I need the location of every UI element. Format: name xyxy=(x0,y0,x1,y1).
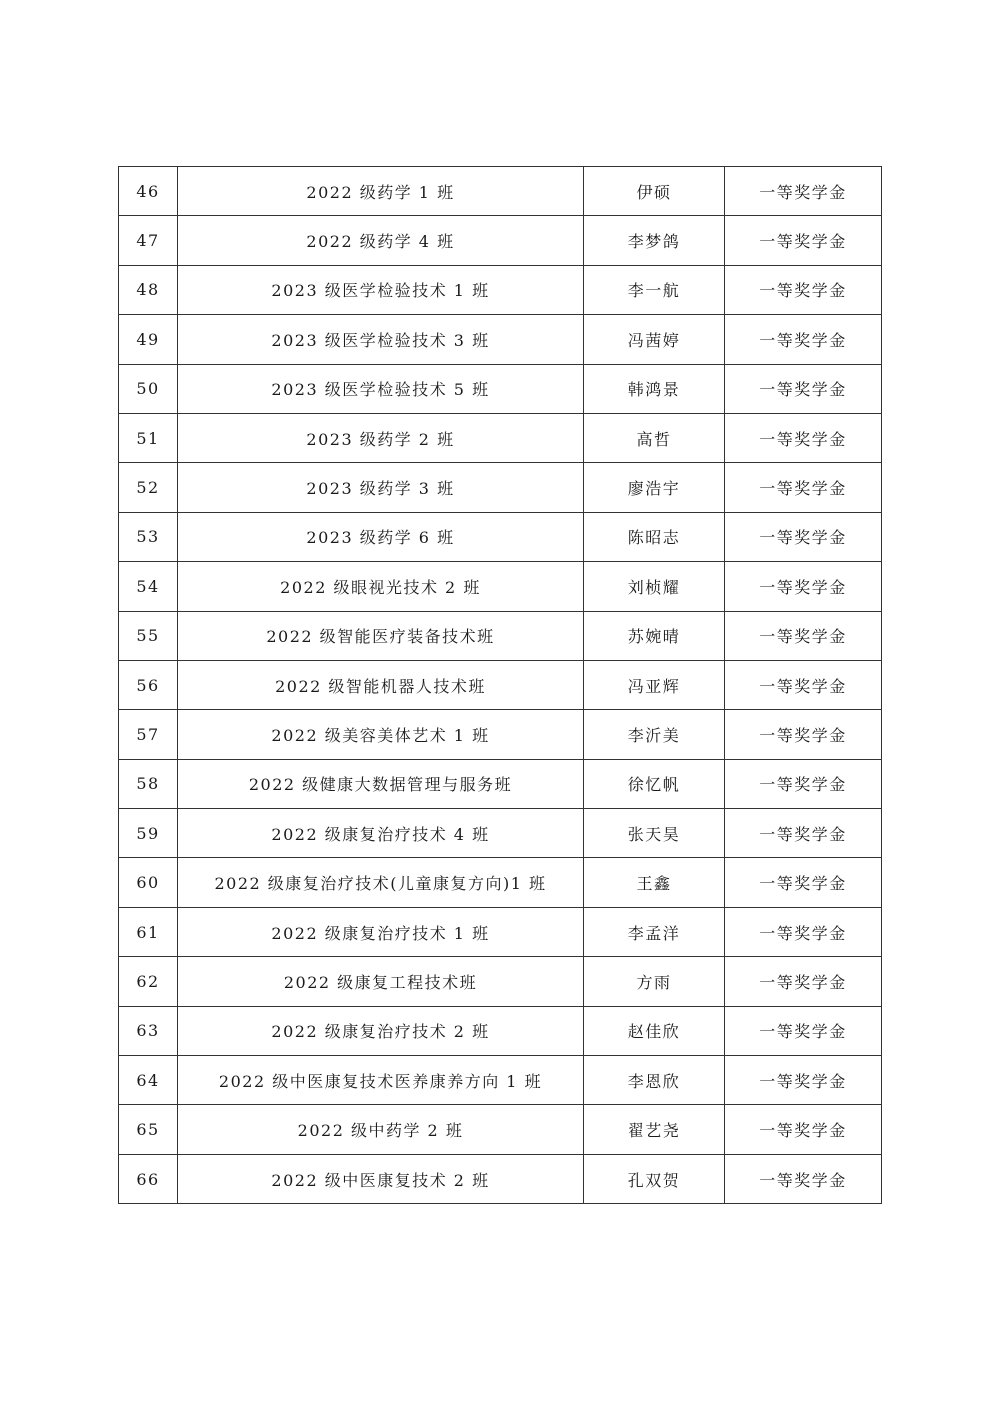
row-number-cell: 58 xyxy=(119,759,178,808)
award-cell: 一等奖学金 xyxy=(725,1105,882,1154)
scholarship-table xyxy=(118,166,882,1204)
award-cell: 一等奖学金 xyxy=(725,957,882,1006)
row-number-cell: 66 xyxy=(119,1154,178,1203)
row-number-cell: 50 xyxy=(119,364,178,413)
row-number-cell: 48 xyxy=(119,265,178,314)
award-cell: 一等奖学金 xyxy=(725,1006,882,1055)
class-cell: 2023 级药学 3 班 xyxy=(178,463,584,512)
row-number-cell: 56 xyxy=(119,660,178,709)
table-row xyxy=(119,1056,882,1105)
row-number-cell: 62 xyxy=(119,957,178,1006)
table-row xyxy=(119,167,882,216)
student-name-cell: 李恩欣 xyxy=(584,1056,725,1105)
student-name-cell: 李一航 xyxy=(584,265,725,314)
award-cell: 一等奖学金 xyxy=(725,710,882,759)
student-name-cell: 张天昊 xyxy=(584,809,725,858)
award-cell: 一等奖学金 xyxy=(725,216,882,265)
row-number-cell: 53 xyxy=(119,512,178,561)
table-row xyxy=(119,512,882,561)
student-name-cell: 廖浩宇 xyxy=(584,463,725,512)
award-cell: 一等奖学金 xyxy=(725,809,882,858)
student-name-cell: 高哲 xyxy=(584,413,725,462)
table-row xyxy=(119,463,882,512)
row-number-cell: 49 xyxy=(119,315,178,364)
class-cell: 2022 级中医康复技术 2 班 xyxy=(178,1154,584,1203)
table-row xyxy=(119,710,882,759)
table-row xyxy=(119,1105,882,1154)
award-cell: 一等奖学金 xyxy=(725,562,882,611)
row-number-cell: 51 xyxy=(119,413,178,462)
class-cell: 2022 级康复治疗技术 1 班 xyxy=(178,907,584,956)
table-row xyxy=(119,759,882,808)
award-cell: 一等奖学金 xyxy=(725,1154,882,1203)
student-name-cell: 刘桢耀 xyxy=(584,562,725,611)
class-cell: 2023 级医学检验技术 1 班 xyxy=(178,265,584,314)
class-cell: 2022 级药学 1 班 xyxy=(178,167,584,216)
award-cell: 一等奖学金 xyxy=(725,907,882,956)
award-cell: 一等奖学金 xyxy=(725,463,882,512)
table-row xyxy=(119,660,882,709)
table-row xyxy=(119,858,882,907)
student-name-cell: 冯亚辉 xyxy=(584,660,725,709)
row-number-cell: 64 xyxy=(119,1056,178,1105)
student-name-cell: 陈昭志 xyxy=(584,512,725,561)
row-number-cell: 52 xyxy=(119,463,178,512)
table-row xyxy=(119,1154,882,1203)
class-cell: 2022 级中医康复技术医养康养方向 1 班 xyxy=(178,1056,584,1105)
table-row xyxy=(119,216,882,265)
class-cell: 2022 级药学 4 班 xyxy=(178,216,584,265)
row-number-cell: 57 xyxy=(119,710,178,759)
award-cell: 一等奖学金 xyxy=(725,364,882,413)
row-number-cell: 61 xyxy=(119,907,178,956)
award-cell: 一等奖学金 xyxy=(725,611,882,660)
table-row xyxy=(119,364,882,413)
award-cell: 一等奖学金 xyxy=(725,315,882,364)
scholarship-list-sheet xyxy=(118,166,881,1204)
row-number-cell: 60 xyxy=(119,858,178,907)
award-cell: 一等奖学金 xyxy=(725,660,882,709)
class-cell: 2023 级药学 6 班 xyxy=(178,512,584,561)
student-name-cell: 李沂美 xyxy=(584,710,725,759)
student-name-cell: 赵佳欣 xyxy=(584,1006,725,1055)
row-number-cell: 59 xyxy=(119,809,178,858)
class-cell: 2022 级康复治疗技术 4 班 xyxy=(178,809,584,858)
student-name-cell: 李孟洋 xyxy=(584,907,725,956)
row-number-cell: 55 xyxy=(119,611,178,660)
table-row xyxy=(119,809,882,858)
table-row xyxy=(119,611,882,660)
table-row xyxy=(119,907,882,956)
row-number-cell: 63 xyxy=(119,1006,178,1055)
table-row xyxy=(119,315,882,364)
class-cell: 2023 级医学检验技术 3 班 xyxy=(178,315,584,364)
award-cell: 一等奖学金 xyxy=(725,167,882,216)
class-cell: 2022 级康复治疗技术(儿童康复方向)1 班 xyxy=(178,858,584,907)
class-cell: 2022 级康复工程技术班 xyxy=(178,957,584,1006)
award-cell: 一等奖学金 xyxy=(725,858,882,907)
table-row xyxy=(119,957,882,1006)
student-name-cell: 王鑫 xyxy=(584,858,725,907)
student-name-cell: 徐忆帆 xyxy=(584,759,725,808)
student-name-cell: 苏婉晴 xyxy=(584,611,725,660)
table-row xyxy=(119,1006,882,1055)
award-cell: 一等奖学金 xyxy=(725,512,882,561)
row-number-cell: 46 xyxy=(119,167,178,216)
student-name-cell: 翟艺尧 xyxy=(584,1105,725,1154)
class-cell: 2022 级智能机器人技术班 xyxy=(178,660,584,709)
award-cell: 一等奖学金 xyxy=(725,1056,882,1105)
row-number-cell: 47 xyxy=(119,216,178,265)
award-cell: 一等奖学金 xyxy=(725,265,882,314)
table-row xyxy=(119,265,882,314)
table-body xyxy=(119,167,882,1204)
award-cell: 一等奖学金 xyxy=(725,759,882,808)
class-cell: 2022 级智能医疗装备技术班 xyxy=(178,611,584,660)
row-number-cell: 54 xyxy=(119,562,178,611)
table-row xyxy=(119,413,882,462)
class-cell: 2023 级医学检验技术 5 班 xyxy=(178,364,584,413)
class-cell: 2022 级美容美体艺术 1 班 xyxy=(178,710,584,759)
class-cell: 2022 级眼视光技术 2 班 xyxy=(178,562,584,611)
class-cell: 2022 级康复治疗技术 2 班 xyxy=(178,1006,584,1055)
class-cell: 2023 级药学 2 班 xyxy=(178,413,584,462)
student-name-cell: 冯茜婷 xyxy=(584,315,725,364)
student-name-cell: 伊硕 xyxy=(584,167,725,216)
award-cell: 一等奖学金 xyxy=(725,413,882,462)
student-name-cell: 韩鸿景 xyxy=(584,364,725,413)
student-name-cell: 方雨 xyxy=(584,957,725,1006)
student-name-cell: 孔双贺 xyxy=(584,1154,725,1203)
student-name-cell: 李梦鸽 xyxy=(584,216,725,265)
row-number-cell: 65 xyxy=(119,1105,178,1154)
table-row xyxy=(119,562,882,611)
class-cell: 2022 级中药学 2 班 xyxy=(178,1105,584,1154)
class-cell: 2022 级健康大数据管理与服务班 xyxy=(178,759,584,808)
